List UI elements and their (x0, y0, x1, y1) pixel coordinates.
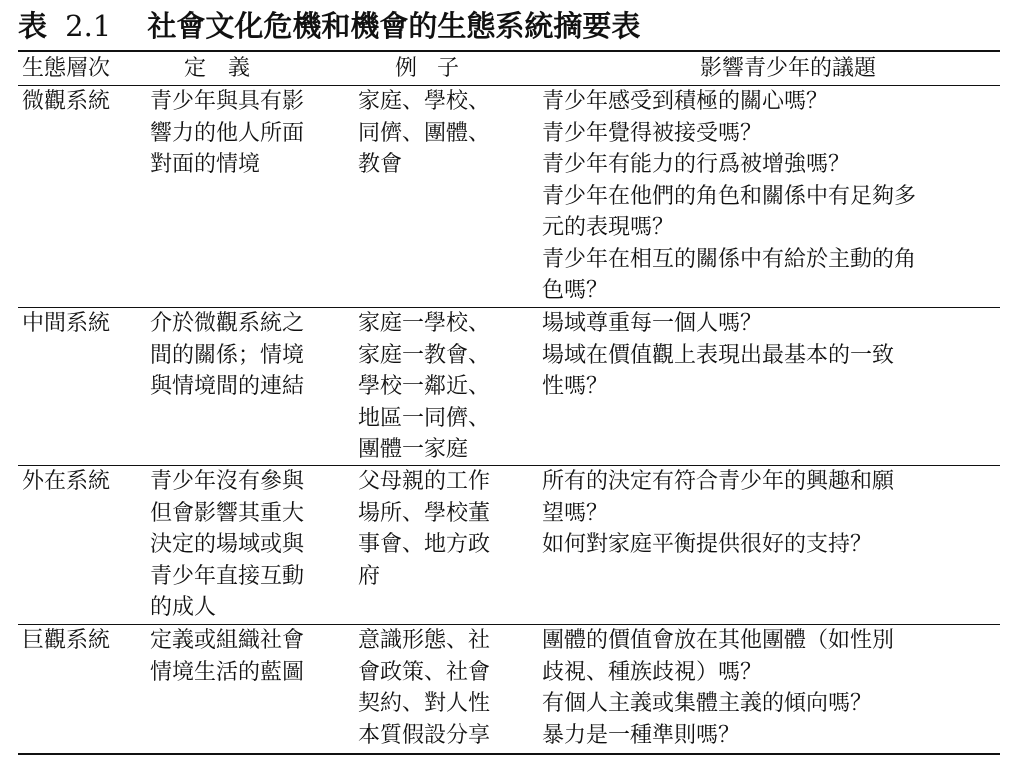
row-4-level: 巨觀系統 (22, 628, 111, 653)
table-title-text: 社會文化危機和機會的生態系統摘要表 (147, 9, 641, 43)
row-4-definition: 定義或組織社會 情境生活的藍圖 (150, 628, 305, 685)
row-4-examples: 意識形態、社 會政策、社會 契約、對人性 本質假設分享 (358, 628, 491, 748)
table-number: 2.1 (65, 9, 112, 43)
table-bottom-rule (18, 753, 1000, 755)
row-3-examples: 父母親的工作 場所、學校董 事會、地方政 府 (358, 469, 491, 589)
header-issues: 影響青少年的議題 (699, 56, 876, 81)
row-2-definition: 介於微觀系統之 間的關係；情境 與情境間的連結 (150, 311, 305, 399)
header-examples: 例子 (394, 56, 479, 81)
row-2-issues: 場域尊重每一個人嗎？ 場域在價值觀上表現出最基本的一致 性嗎？ (542, 311, 895, 399)
row-2-examples: 家庭一學校、 家庭一教會、 學校一鄰近、 地區一同儕、 團體一家庭 (358, 311, 491, 462)
row-1-level: 微觀系統 (22, 89, 111, 114)
header-definition: 定義 (183, 56, 272, 81)
row-4-issues: 團體的價值會放在其他團體（如性別 歧視、種族歧視）嗎？ 有個人主義或集體主義的傾向嗎？ 暴力是一種準則嗎？ (542, 628, 895, 748)
row-2-level: 中間系統 (22, 311, 111, 336)
row-1-examples: 家庭、學校、 同儕、團體、 教會 (358, 89, 491, 177)
table-title-prefix: 表 (18, 9, 48, 43)
row-3-level: 外在系統 (22, 469, 111, 494)
row-3-issues: 所有的決定有符合青少年的興趣和願 望嗎？ 如何對家庭平衡提供很好的支持？ (542, 469, 895, 557)
row-3-definition: 青少年沒有參與 但會影響其重大 決定的場域或與 青少年直接互動 的成人 (150, 469, 305, 620)
row-1-issues: 青少年感受到積極的關心嗎？ 青少年覺得被接受嗎？ 青少年有能力的行爲被增強嗎？ 青少年在他們的角色和關係中有足夠多 元的表現嗎？ 青少年在相互的關係中有給於主動的角 色嗎？ (542, 89, 917, 303)
row-1-definition: 青少年與具有影 響力的他人所面 對面的情境 (150, 89, 305, 177)
header-level: 生態層次 (22, 56, 111, 81)
table-title (18, 4, 640, 48)
